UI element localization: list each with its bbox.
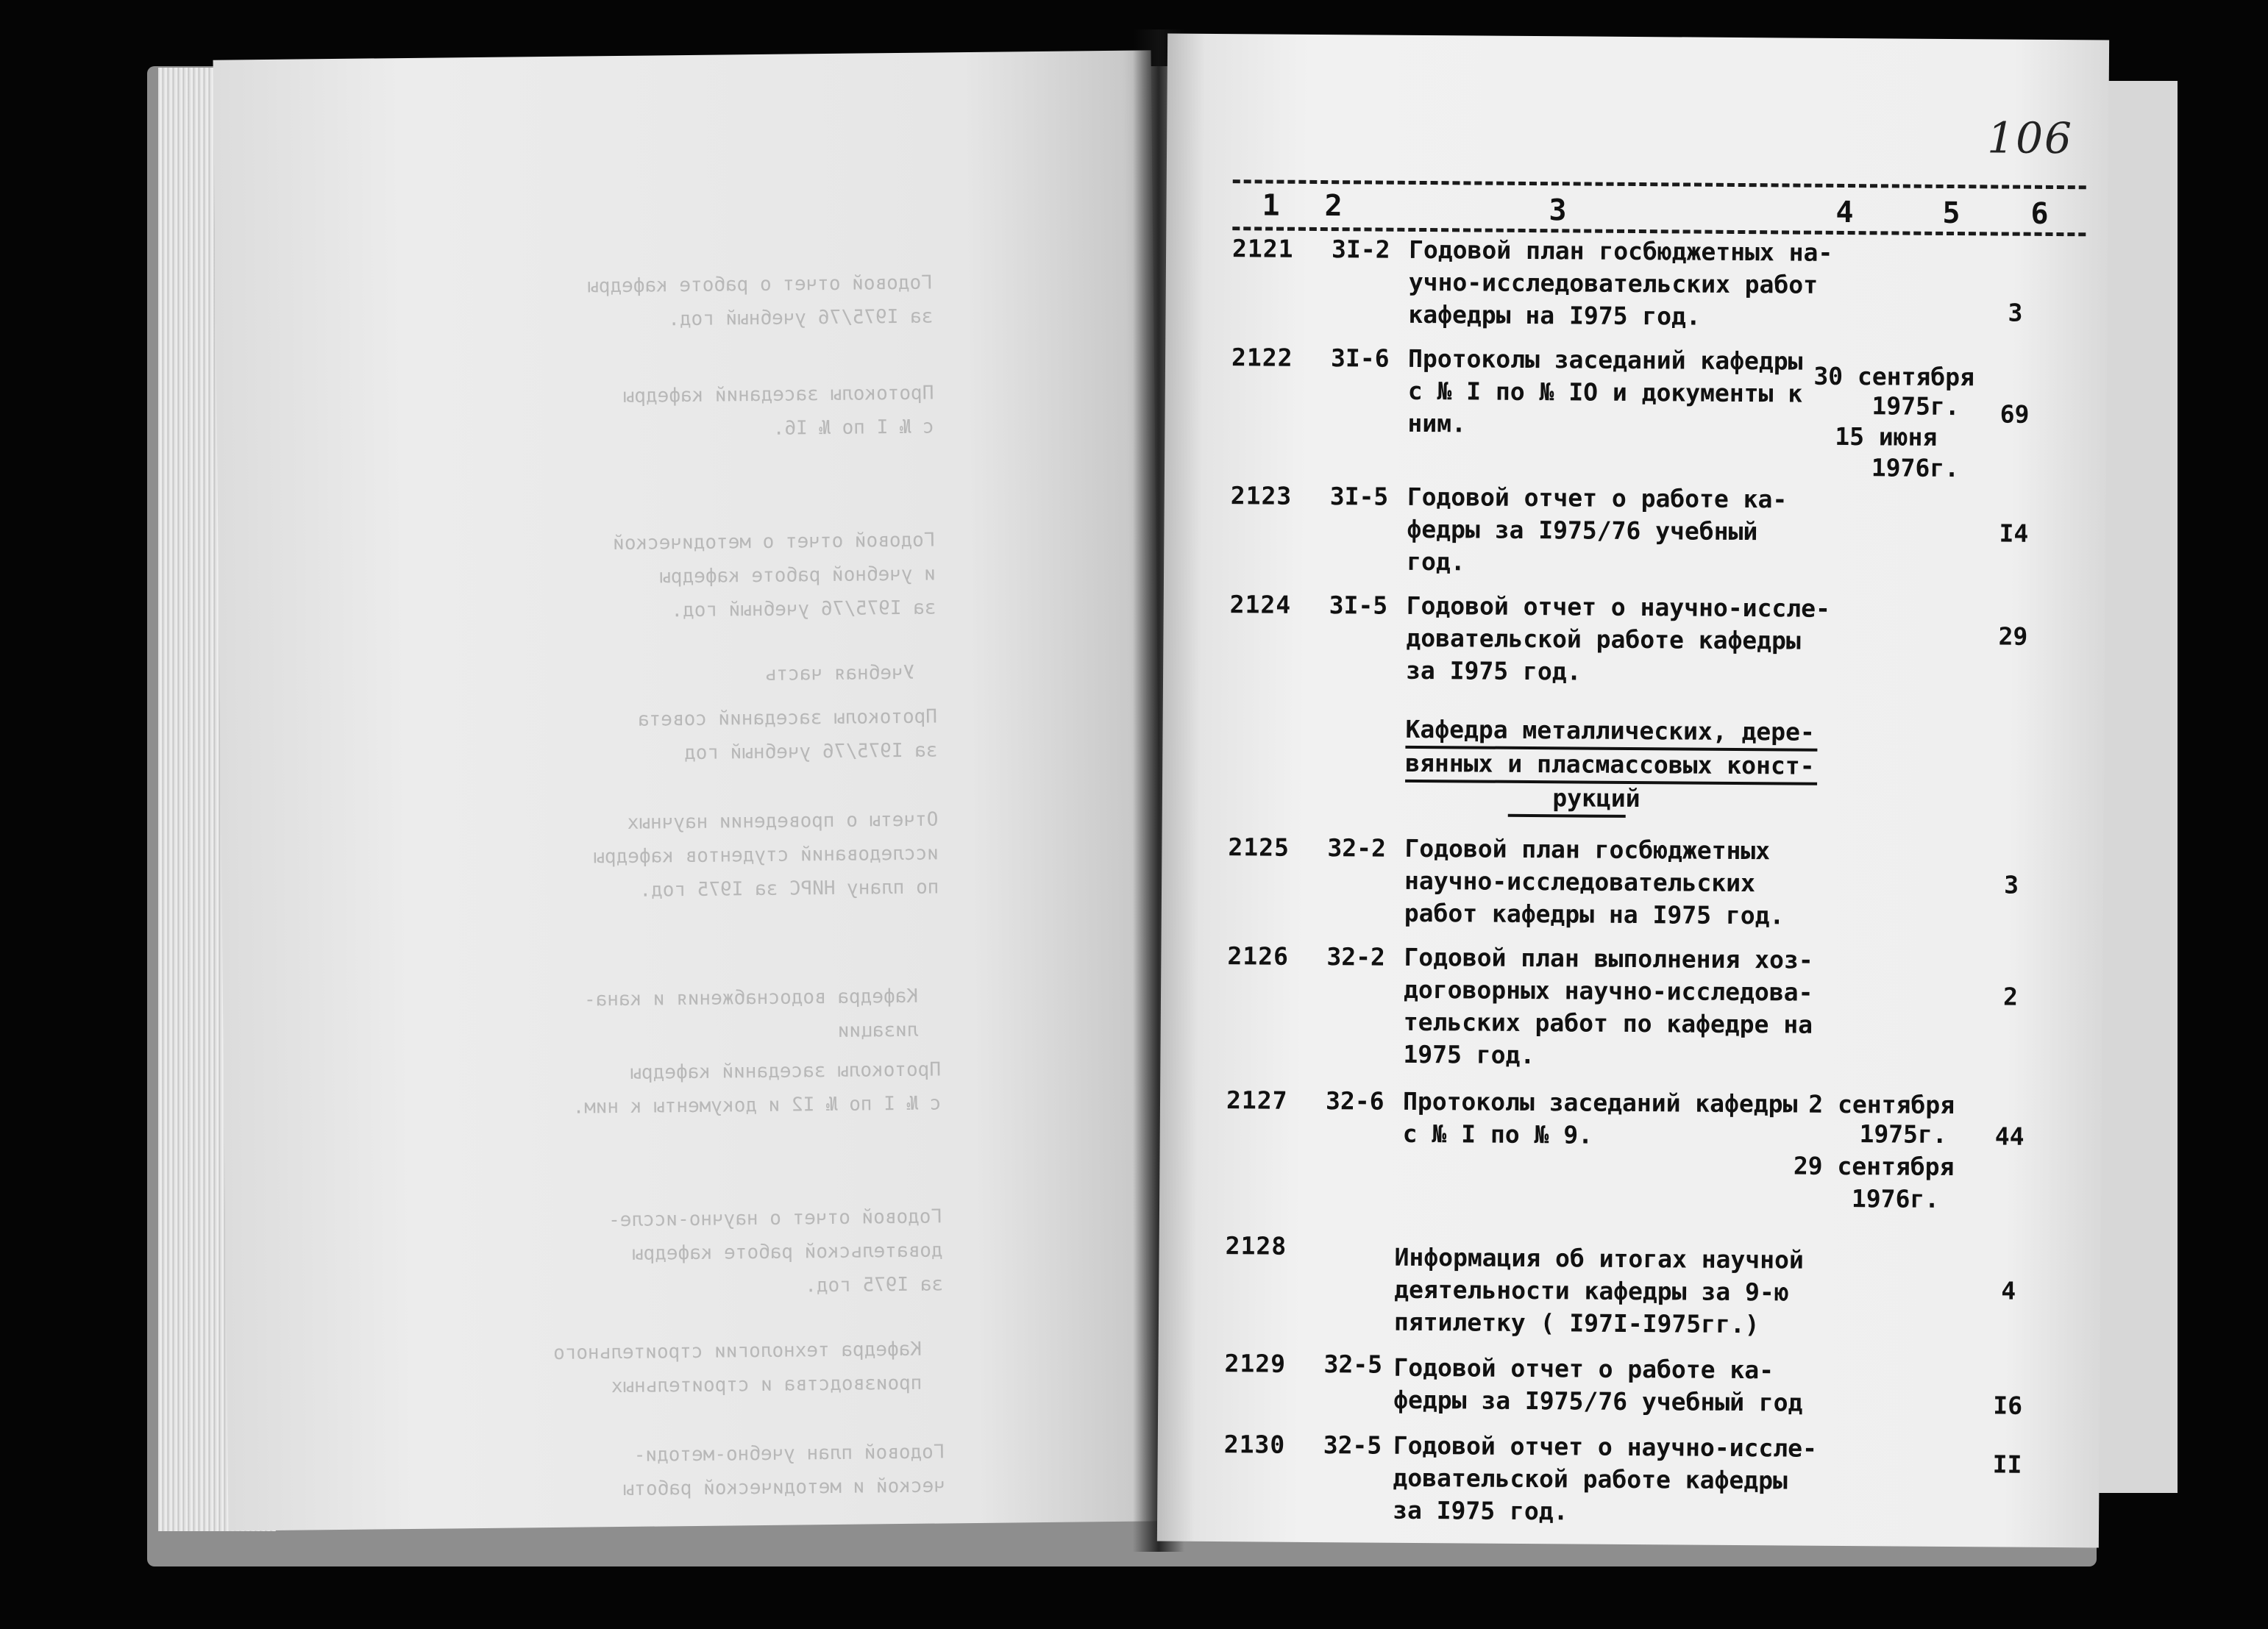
section-heading-line: вянных и пласмассовых конст- xyxy=(1405,748,1815,780)
section-heading-underline xyxy=(1508,814,1626,818)
record-count: II xyxy=(1992,1450,2022,1479)
record-fund: 32-2 xyxy=(1327,833,1387,863)
record-index: 2123 xyxy=(1230,481,1293,510)
record-title-line: довательской работе кафедры xyxy=(1393,1463,1788,1495)
record-title-line: за I975 год. xyxy=(1393,1495,1568,1526)
record-index: 2121 xyxy=(1231,234,1294,263)
record-fund: 3I-5 xyxy=(1329,482,1389,511)
record-fund: 32-2 xyxy=(1326,942,1386,972)
record-title-line: работ кафедры на I975 год. xyxy=(1404,898,1785,930)
record-title-line: Годовой отчет о научно-иссле- xyxy=(1406,591,1831,623)
record-title-line: тельских работ по кафедре на xyxy=(1403,1007,1813,1039)
record-count: 4 xyxy=(2001,1276,2016,1305)
record-title-line: Протоколы заседаний кафедры xyxy=(1407,343,1803,376)
right-page xyxy=(1157,34,2109,1548)
record-index: 2125 xyxy=(1228,833,1290,862)
record-count: 3 xyxy=(2004,870,2019,899)
record-fund: 32-6 xyxy=(1325,1086,1384,1116)
section-heading-line: Кафедра металлических, дере- xyxy=(1405,714,1815,746)
record-fund: 32-5 xyxy=(1323,1350,1383,1379)
record-date: 1976г. xyxy=(1851,1184,1940,1213)
record-fund: 32-5 xyxy=(1323,1430,1382,1460)
record-index: 2128 xyxy=(1225,1231,1287,1261)
record-index: 2129 xyxy=(1224,1349,1287,1378)
column-header-3: 3 xyxy=(1549,193,1567,228)
record-title-line: с № I по № 9. xyxy=(1402,1119,1593,1149)
record-title-line: за I975 год. xyxy=(1405,655,1582,686)
record-title-line: Годовой план госбюджетных xyxy=(1404,833,1771,866)
record-title-line: год. xyxy=(1407,546,1465,577)
left-page xyxy=(213,50,1167,1530)
record-title-line: федры за I975/76 учебный год xyxy=(1393,1385,1803,1417)
record-index: 2124 xyxy=(1229,590,1292,619)
record-title-line: Годовой план выполнения хоз- xyxy=(1404,942,1813,974)
record-title-line: 1975 год. xyxy=(1403,1039,1535,1070)
record-title-line: кафедры на I975 год. xyxy=(1408,299,1701,331)
record-count: 2 xyxy=(2002,982,2019,1011)
record-count: I4 xyxy=(1999,518,2029,548)
record-date: 30 сентября xyxy=(1813,361,1975,392)
column-header-4: 4 xyxy=(1835,195,1854,230)
record-title-line: с № I по № IO и документы к xyxy=(1407,376,1803,408)
header-top-rule xyxy=(1233,179,2086,189)
record-title-line: Годовой отчет о работе ка- xyxy=(1407,482,1788,514)
column-header-1: 1 xyxy=(1262,188,1280,223)
record-title-line: научно-исследовательских xyxy=(1404,866,1756,898)
record-fund: 3I-2 xyxy=(1331,235,1390,264)
record-date: 1975г. xyxy=(1859,1119,1947,1149)
record-title-line: федры за I975/76 учебный xyxy=(1407,514,1758,546)
record-title-line: Годовой отчет о научно-иссле- xyxy=(1393,1430,1818,1463)
record-index: 2127 xyxy=(1226,1086,1288,1115)
record-title-line: деятельности кафедры за 9-ю xyxy=(1394,1275,1789,1307)
record-fund: 3I-6 xyxy=(1330,343,1390,373)
column-header-5: 5 xyxy=(1942,196,1960,231)
column-header-6: 6 xyxy=(2030,196,2049,231)
record-title-line: договорных научно-исследова- xyxy=(1403,974,1813,1007)
record-index: 2130 xyxy=(1223,1430,1286,1459)
record-title-line: Годовой отчет о работе ка- xyxy=(1393,1352,1774,1385)
record-title-line: ним. xyxy=(1407,408,1467,438)
record-date: 15 июня xyxy=(1835,421,1938,452)
record-count: 44 xyxy=(1994,1122,2025,1151)
record-index: 2122 xyxy=(1231,343,1293,372)
record-count: 69 xyxy=(1999,399,2030,429)
record-count: 29 xyxy=(1998,621,2028,651)
bleed-through-text: Годовой отчет о работе кафедры за I975/76 учебный год. Протоколы заседаний кафедры с № I по № I6. Годовой отчет о методической и учебной работе кафедры за I975/76 учебный год. Учебная часть Протоколы заседаний совета за I975/76 учебный год Отчеты о проведении научных исследований студентов кафедры по плану НИРС за I975 год. Кафедра водоснабжения и кана- лизации Протоколы заседаний кафедры с № I по № I2 и документы к ним. Годовой отчет о научно-иссле- довательской работе кафедры за I975 год. Кафедра технологии строительного производства и строительных Годовой план учебно-методи- ческой и методической работы xyxy=(552,271,946,1501)
record-title-line: Годовой план госбюджетных на- xyxy=(1408,235,1833,267)
page-number: 106 xyxy=(1986,113,2074,164)
record-fund: 3I-5 xyxy=(1329,591,1388,620)
record-count: I6 xyxy=(1993,1391,2023,1420)
record-date: 1976г. xyxy=(1871,453,1960,483)
record-title-line: пятилетку ( I97I-I975гг.) xyxy=(1393,1307,1760,1339)
record-date: 1975г. xyxy=(1871,391,1960,421)
section-heading-line: рукций xyxy=(1552,783,1640,813)
record-date: 2 сентября xyxy=(1808,1089,1955,1120)
column-header-2: 2 xyxy=(1324,189,1343,224)
record-date: 29 сентября xyxy=(1793,1151,1955,1182)
record-title-line: Информация об итогах научной xyxy=(1394,1242,1804,1275)
record-title-line: Протоколы заседаний кафедры xyxy=(1402,1086,1798,1119)
record-count: 3 xyxy=(2008,298,2023,327)
record-index: 2126 xyxy=(1227,941,1290,971)
record-title-line: довательской работе кафедры xyxy=(1406,623,1802,655)
record-title-line: учно-исследовательских работ xyxy=(1408,267,1819,299)
